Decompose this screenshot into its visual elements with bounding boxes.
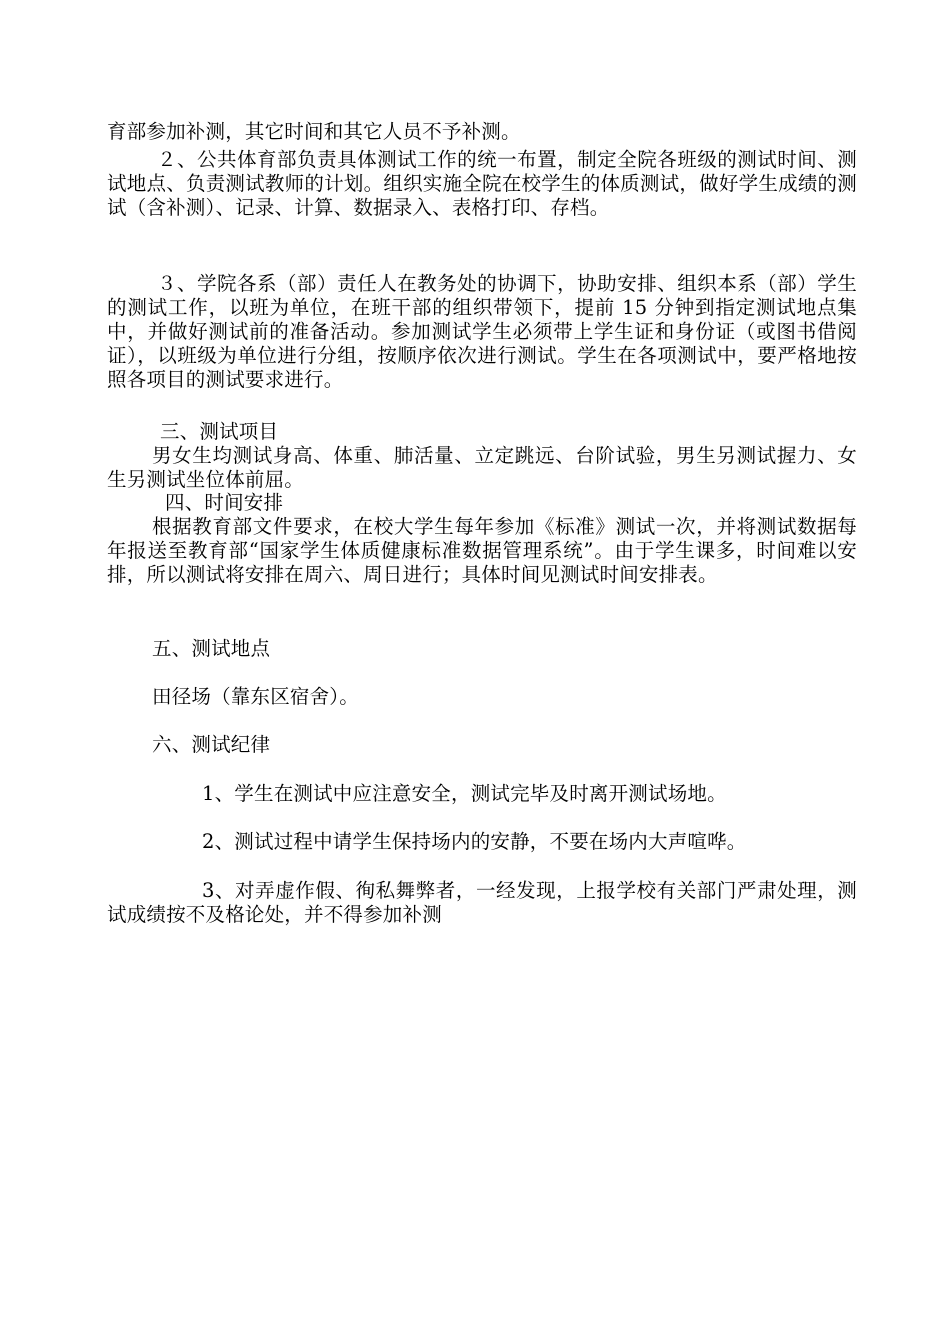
- paragraph-location: 田径场（靠东区宿舍）。: [152, 685, 359, 708]
- paragraph-item-3: ３、学院各系（部）责任人在教务处的协调下，协助安排、组织本系（部）学生的测试工作，以班为单位，在班干部的组织带领下，提前 15 分钟到指定测试地点集中，并做好测试前的准备活动。参加测试学生必须带上学生证和身份证（或图书借阅证），以班级为单位进行分组，按顺序依次进行测试。学生在各项测试中，要严格地按照各项目的测试要求进行。: [107, 272, 857, 391]
- heading-schedule: 四、时间安排: [165, 491, 284, 514]
- rule-item-3: 3、对弄虚作假、徇私舞弊者，一经发现，上报学校有关部门严肃处理，测试成绩按不及格论处，并不得参加补测: [107, 879, 857, 926]
- rule-item-1: 1、学生在测试中应注意安全，测试完毕及时离开测试场地。: [202, 782, 727, 805]
- paragraph-schedule: 根据教育部文件要求，在校大学生每年参加《标准》测试一次，并将测试数据每年报送至教育部“国家学生体质健康标准数据管理系统”。由于学生课多，时间难以安排，所以测试将安排在周六、周日进行；具体时间见测试时间安排表。: [107, 515, 857, 586]
- heading-discipline: 六、测试纪律: [152, 733, 271, 756]
- paragraph-continuation: 育部参加补测，其它时间和其它人员不予补测。: [107, 120, 521, 143]
- heading-location: 五、测试地点: [152, 637, 271, 660]
- paragraph-item-2: ２、公共体育部负责具体测试工作的统一布置，制定全院各班级的测试时间、测试地点、负责测试教师的计划。组织实施全院在校学生的体质测试，做好学生成绩的测试（含补测）、记录、计算、数据录入、表格打印、存档。: [107, 148, 857, 219]
- rule-item-2: 2、测试过程中请学生保持场内的安静，不要在场内大声喧哗。: [202, 830, 747, 853]
- heading-test-items: 三、测试项目: [160, 420, 279, 443]
- paragraph-test-items: 男女生均测试身高、体重、肺活量、立定跳远、台阶试验，男生另测试握力、女生另测试坐位体前屈。: [107, 444, 857, 491]
